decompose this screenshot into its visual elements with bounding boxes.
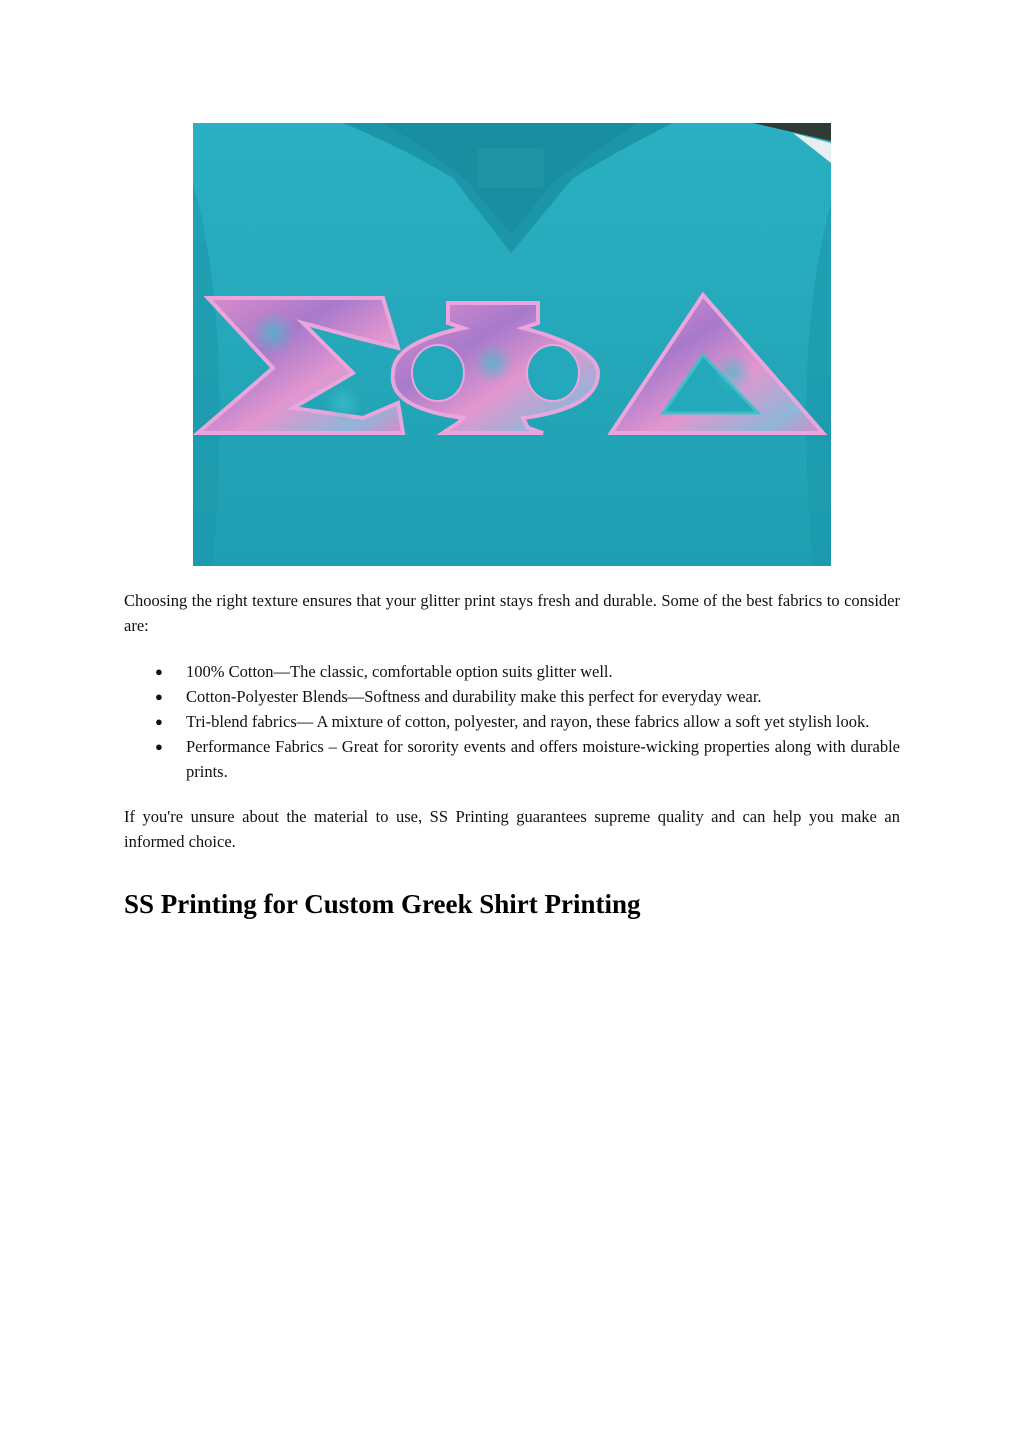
list-item <box>124 659 900 684</box>
list-item <box>124 734 900 784</box>
bullet-icon: ● <box>155 689 163 704</box>
section-heading: SS Printing for Custom Greek Shirt Printing <box>124 889 641 919</box>
intro-paragraph: Choosing the right texture ensures that your glitter print stays fresh and durable. Some of the best fabrics to consider are: <box>124 591 900 635</box>
shirt-illustration <box>193 123 831 566</box>
bullet-icon: ● <box>155 739 163 754</box>
closing-paragraph: If you're unsure about the material to use, SS Printing guarantees supreme quality and can help you make an informed choice. <box>124 807 900 851</box>
list-item-text: Cotton-Polyester Blends—Softness and durability make this perfect for everyday wear. <box>186 687 762 706</box>
list-item-text: Performance Fabrics – Great for sorority events and offers moisture-wicking properties along with durable prints. <box>186 737 900 781</box>
list-item-text: Tri-blend fabrics— A mixture of cotton, polyester, and rayon, these fabrics allow a soft yet stylish look. <box>186 712 870 731</box>
greek-shirt-photo <box>193 123 831 566</box>
list-item <box>124 684 900 709</box>
list-item <box>124 709 900 734</box>
list-item-text: 100% Cotton—The classic, comfortable option suits glitter well. <box>186 662 613 681</box>
fabric-list <box>124 659 900 784</box>
bullet-icon: ● <box>155 714 163 729</box>
body-text <box>124 588 900 920</box>
bullet-icon: ● <box>155 664 163 679</box>
